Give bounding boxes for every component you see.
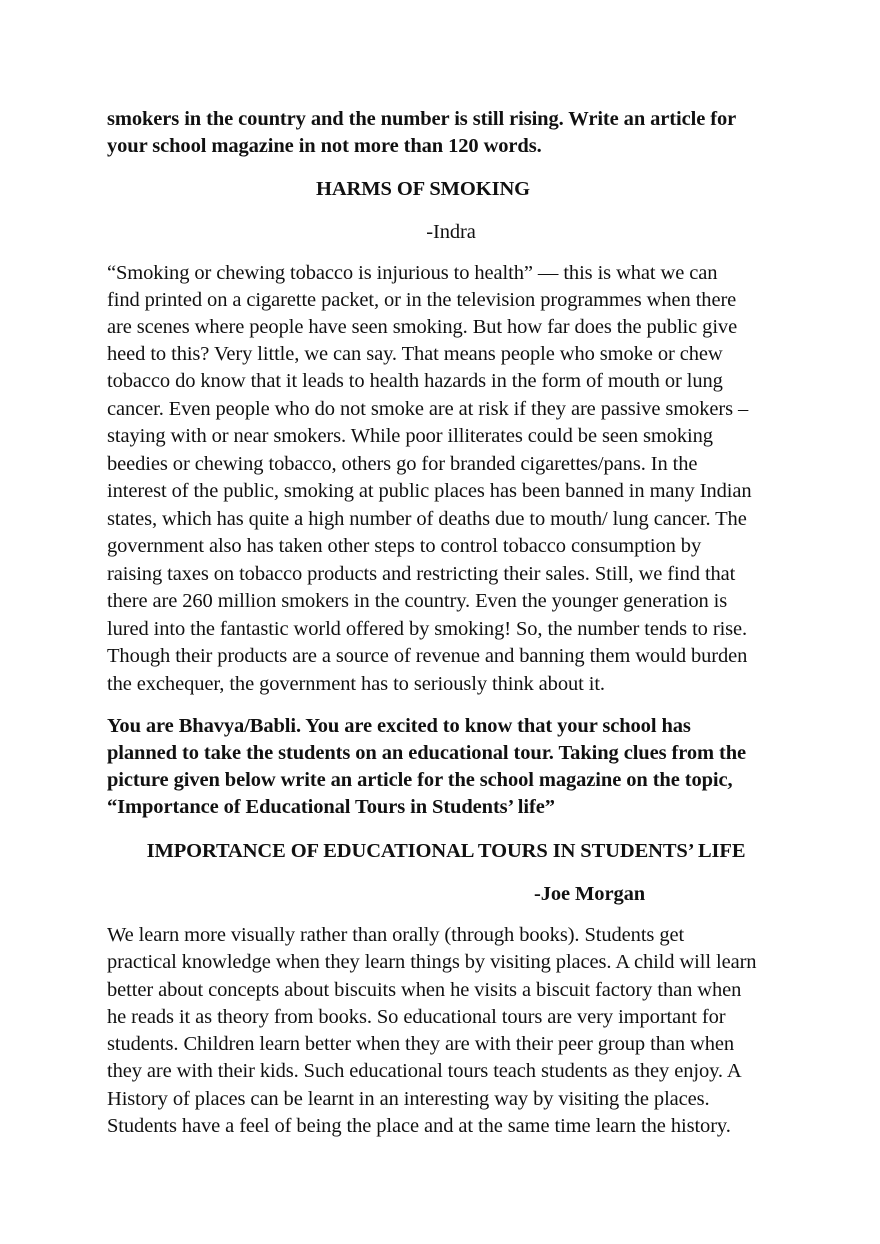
body-line: find printed on a cigarette packet, or in the television programmes when there xyxy=(107,289,737,311)
body-line: Though their products are a source of revenue and banning them would burden xyxy=(107,645,748,667)
article-2-title: IMPORTANCE OF EDUCATIONAL TOURS IN STUDENTS’ LIFE xyxy=(146,840,746,862)
body-line: lured into the fantastic world offered by smoking! So, the number tends to rise. xyxy=(107,618,748,640)
article-1-title: HARMS OF SMOKING xyxy=(315,178,531,200)
body-line: practical knowledge when they learn things by visiting places. A child will learn xyxy=(107,951,757,973)
body-line: Students have a feel of being the place and at the same time learn the history. xyxy=(107,1115,731,1137)
prompt-line: You are Bhavya/Babli. You are excited to know that your school has xyxy=(107,715,691,737)
prompt-line: planned to take the students on an educational tour. Taking clues from the xyxy=(107,742,747,764)
prompt-line: smokers in the country and the number is still rising. Write an article for xyxy=(107,108,737,130)
body-line: are scenes where people have seen smoking. But how far does the public give xyxy=(107,316,738,338)
body-line: he reads it as theory from books. So educational tours are very important for xyxy=(107,1006,726,1028)
prompt-line: your school magazine in not more than 120 words. xyxy=(107,135,542,157)
body-line: History of places can be learnt in an interesting way by visiting the places. xyxy=(107,1088,710,1110)
body-line: better about concepts about biscuits when he visits a biscuit factory than when xyxy=(107,979,742,1001)
body-line: beedies or chewing tobacco, others go for branded cigarettes/pans. In the xyxy=(107,453,698,475)
body-line: tobacco do know that it leads to health hazards in the form of mouth or lung xyxy=(107,370,723,392)
body-line: staying with or near smokers. While poor illiterates could be seen smoking xyxy=(107,425,713,447)
body-line: cancer. Even people who do not smoke are at risk if they are passive smokers – xyxy=(107,398,749,420)
body-line: there are 260 million smokers in the country. Even the younger generation is xyxy=(107,590,728,612)
prompt-line: “Importance of Educational Tours in Students’ life” xyxy=(107,796,555,818)
body-line: We learn more visually rather than orally (through books). Students get xyxy=(107,924,685,946)
body-line: the exchequer, the government has to seriously think about it. xyxy=(107,673,605,695)
article-1-author: -Indra xyxy=(426,221,476,243)
body-line: raising taxes on tobacco products and restricting their sales. Still, we find that xyxy=(107,563,736,585)
body-line: heed to this? Very little, we can say. That means people who smoke or chew xyxy=(107,343,723,365)
body-line: students. Children learn better when they are with their peer group than when xyxy=(107,1033,735,1055)
body-line: they are with their kids. Such educational tours teach students as they enjoy. A xyxy=(107,1060,742,1082)
body-line: “Smoking or chewing tobacco is injurious to health” — this is what we can xyxy=(107,262,718,284)
body-line: states, which has quite a high number of deaths due to mouth/ lung cancer. The xyxy=(107,508,747,530)
prompt-line: picture given below write an article for the school magazine on the topic, xyxy=(107,769,733,791)
body-line: interest of the public, smoking at public places has been banned in many Indian xyxy=(107,480,752,502)
body-line: government also has taken other steps to control tobacco consumption by xyxy=(107,535,702,557)
article-2-author: -Joe Morgan xyxy=(534,883,646,905)
